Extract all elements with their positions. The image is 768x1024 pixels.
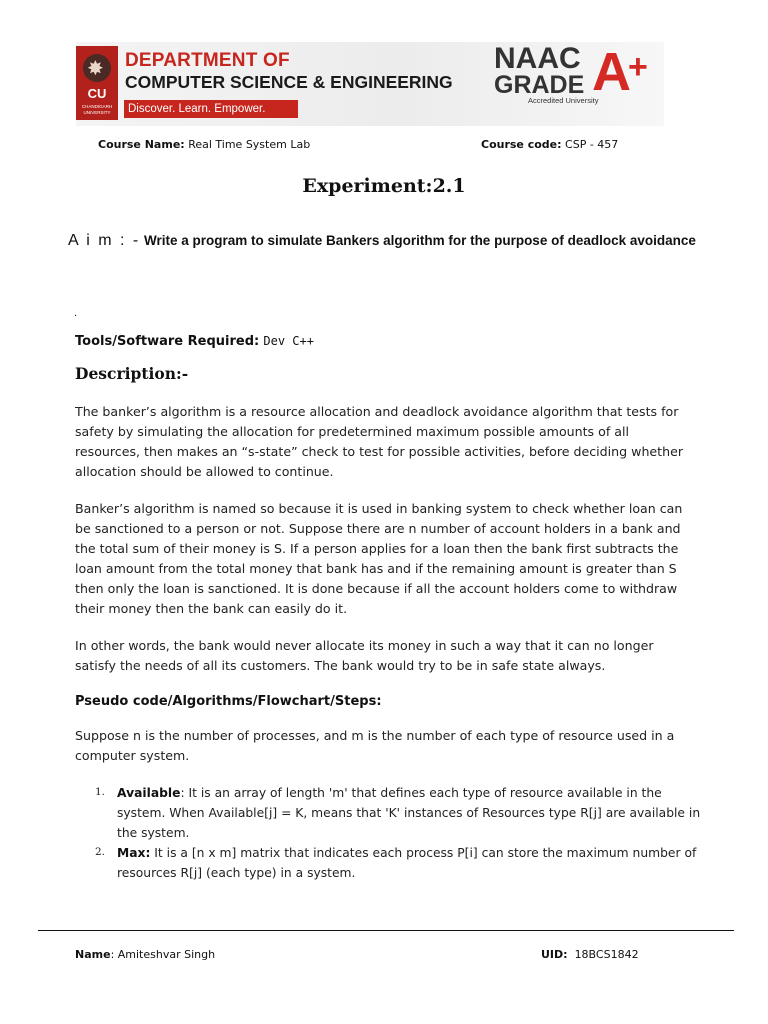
department-label: DEPARTMENT OF	[125, 50, 290, 71]
pseudo-intro: Suppose n is the number of processes, and m is the number of each type of resource used in a computer system.	[75, 728, 675, 763]
university-logo	[76, 46, 118, 120]
list-number-2: 2.	[95, 846, 106, 858]
footer-name-value: : Amiteshvar Singh	[110, 948, 216, 961]
tools-line: Tools/Software Required: Dev C++	[75, 334, 314, 349]
course-code	[481, 138, 618, 151]
aim-text: Write a program to simulate Bankers algorithm for the purpose of deadlock avoidance	[144, 233, 696, 248]
list-item-available	[117, 783, 702, 843]
course-code-label: Course code:	[481, 138, 562, 151]
university-tagline: Discover. Learn. Empower.	[124, 100, 298, 118]
course-code-value: CSP - 457	[565, 138, 619, 151]
list-item-max	[117, 843, 702, 883]
list-term-available: Available	[117, 786, 181, 800]
grade-label: GRADE	[494, 71, 585, 99]
footer-divider	[38, 930, 734, 931]
tools-value: Dev C++	[263, 334, 314, 348]
course-name-label: Course Name:	[98, 138, 185, 151]
logo-emblem-icon	[83, 54, 111, 82]
aim-section	[68, 231, 708, 250]
footer-name-label: Name	[75, 948, 111, 961]
naac-label: NAAC	[494, 42, 581, 75]
grade-plus: +	[628, 48, 648, 86]
aim-label: A i m : -	[68, 232, 141, 249]
footer-name	[75, 948, 215, 961]
footer-uid	[541, 948, 639, 961]
footer-uid-label: UID:	[541, 948, 568, 961]
list-term-max: Max:	[117, 846, 151, 860]
stray-dot: .	[74, 308, 78, 319]
accredited-label: Accredited University	[528, 96, 599, 105]
tools-label: Tools/Software Required	[75, 334, 255, 349]
list-text-max: It is a [n x m] matrix that indicates each process P[i] can store the maximum number of resources R[j] (each type) in a system.	[117, 846, 697, 880]
course-name-value: Real Time System Lab	[188, 138, 311, 151]
list-text-available: : It is an array of length 'm' that defines each type of resource available in the system. When Available[j] = K, means that 'K' instances of Resources type R[j] are available in the system.	[117, 786, 701, 840]
pseudo-code-heading: Pseudo code/Algorithms/Flowchart/Steps:	[75, 694, 382, 709]
description-paragraph-1: The banker’s algorithm is a resource allocation and deadlock avoidance algorithm that tests for safety by simulating the allocation for predetermined maximum possible amounts of all resources, then makes an “s-state” check to test for possible activities, before deciding whether allocation should be allowed to continue.	[75, 404, 684, 479]
description-paragraph-2: Banker’s algorithm is named so because it is used in banking system to check whether loan can be sanctioned to a person or not. Suppose there are n number of account holders in a bank and the total sum of their money is S. If a person applies for a loan then the bank first subtracts the loan amount from the total money that bank has and if the remaining amount is greater than S then only the loan is sanctioned. It is done because if all the account holders come to withdraw their money then the bank can easily do it.	[75, 501, 683, 616]
description-paragraph-3: In other words, the bank would never allocate its money in such a way that it can no longer satisfy the needs of all its customers. The bank would try to be in safe state always.	[75, 638, 654, 673]
experiment-title: Experiment:2.1	[302, 175, 466, 197]
footer-uid-value: 18BCS1842	[574, 948, 639, 961]
description-heading: Description:-	[75, 364, 189, 383]
logo-text: CU	[87, 86, 107, 101]
list-number-1: 1.	[95, 786, 106, 798]
logo-subtext: CHANDIGARH UNIVERSITY	[81, 104, 113, 115]
grade-letter: A	[592, 42, 631, 102]
course-name	[98, 138, 310, 151]
department-name: COMPUTER SCIENCE & ENGINEERING	[125, 72, 453, 92]
